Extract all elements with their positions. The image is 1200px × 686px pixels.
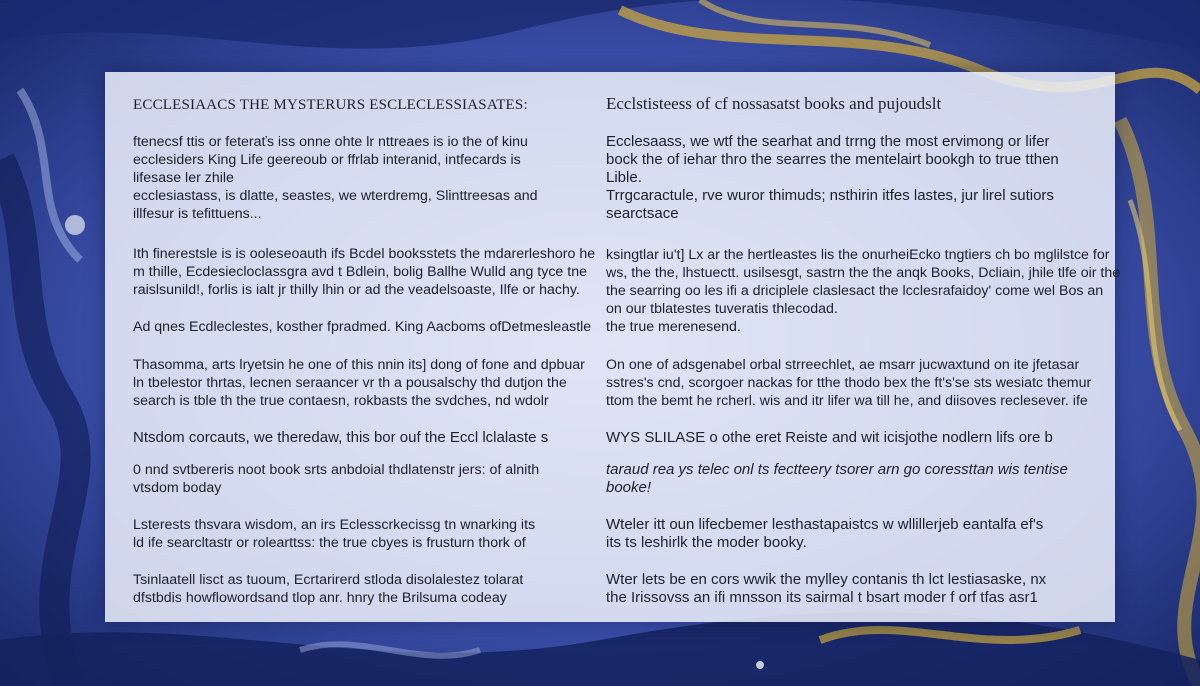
- left-paragraph-7: [133, 516, 535, 552]
- text-line: the true merenesend.: [606, 319, 741, 335]
- left-heading: ECCLESIAACS THE MYSTERURS ESCLECLESSIASATES:: [133, 97, 528, 113]
- text-line: illfesur is tefittuens...: [133, 206, 262, 222]
- left-paragraph-3: [133, 318, 591, 336]
- text-line: m thille, Ecdesiecloclassgra avd t Bdlein, bolig Ballhe Wulld ang tyce tne: [133, 264, 587, 280]
- text-line: On one of adsgenabel orbal strreechlet, ae msarr jucwaxtund on ite jfetasar: [606, 357, 1080, 373]
- text-line: vtsdom boday: [133, 480, 222, 496]
- text-line: bock the of iehar thro the searres the mentelairt bookgh to true tthen: [606, 151, 1059, 168]
- right-paragraph-7: [606, 571, 1046, 607]
- text-line: ttom the bemt he rcherl. wis and itr lifer wa till he, and diisoves reclesever. ife: [606, 393, 1088, 409]
- text-line: ws, the the, lhstuectt. usilsesgt, sastrn the the anqk Books, Dcliain, jhile tlfe oir the: [606, 265, 1121, 281]
- text-line: Ecclesaass, we wtf the searhat and trrng the most ervimong or lifer: [606, 133, 1050, 150]
- text-line: Wteler itt oun lifecbemer lesthastapaistcs w wllillerjeb eantalfa ef's: [606, 516, 1044, 533]
- text-line: 0 nnd svtbereris noot book srts anbdoial thdlatenstr jers: of alnith: [133, 462, 540, 478]
- text-line: on our tblatestes tuveratis thlecodad.: [606, 301, 838, 317]
- text-line: ksingtlar iu't] Lx ar the hertleastes lis the onurheiEcko tngtiers ch bo mglilstce for: [606, 247, 1110, 263]
- text-line: its ts leshirlk the moder booky.: [606, 534, 807, 551]
- right-heading: Ecclstisteess of cf nossasatst books and pujoudslt: [606, 94, 942, 113]
- text-line: searctsace: [606, 205, 679, 222]
- right-paragraph-3: [606, 356, 1091, 410]
- text-line: Ntsdom corcauts, we theredaw, this bor ouf the Eccl lclalaste s: [133, 429, 549, 446]
- text-line: booke!: [606, 479, 652, 496]
- text-line: taraud rea ys telec onl ts fectteery tsorer arn go coressttan wis tentise: [606, 461, 1068, 478]
- text-line: the Irissovss an ifi mnsson its sairmal t bsart moder f orf tfas asr1: [606, 589, 1038, 606]
- right-paragraph-5: [606, 461, 1068, 497]
- text-line: search is tble th the true contaesn, rokbasts the svdches, nd wdolr: [133, 393, 549, 409]
- text-line: the searring oo les ifi a driciplele claslesact the lcclesrafaidoy' come wel Bos an: [606, 283, 1104, 299]
- text-line: Lsterests thsvara wisdom, an irs Eclesscrkecissg tn wnarking its: [133, 517, 536, 533]
- text-line: Ith finerestsle is is ooleseoauth ifs Bcdel booksstets the mdarerleshoro he: [133, 246, 596, 262]
- text-line: Thasomma, arts lryetsin he one of this nnin its] dong of fone and dpbuar: [133, 357, 585, 373]
- text-line: Ad qnes Ecdleclestes, kosther fpradmed. King Aacboms ofDetmesleastle: [133, 319, 592, 335]
- right-paragraph-6: [606, 516, 1043, 552]
- text-line: lifesase ler zhile: [133, 170, 234, 186]
- text-line: raislsunild!, forlis is ialt jr thilly lhin or ad the veadelsoaste, Ilfe or hachy.: [133, 282, 580, 298]
- text-line: WYS SLILASE o othe eret Reiste and wit icisjothe nodlern lifs ore b: [606, 429, 1053, 446]
- text-line: ln tbelestor thrtas, lecnen seraancer vr th a pousalschy thd dutjon the: [133, 375, 567, 391]
- right-paragraph-4: [606, 429, 1053, 447]
- text-line: Trrgcaractule, rve wuror thimuds; nsthirin itfes lastes, jur lirel sutiors: [606, 187, 1054, 204]
- text-line: Lible.: [606, 169, 642, 186]
- left-paragraph-4: [133, 356, 585, 410]
- right-paragraph-2: [606, 246, 1120, 336]
- left-paragraph-5: [133, 429, 548, 447]
- left-paragraph-1: [133, 133, 538, 223]
- left-paragraph-6: [133, 461, 539, 497]
- right-paragraph-1: [606, 133, 1059, 223]
- text-line: sstres's cnd, scorgoer nackas for tthe thodo bex the ft's'se sts wesiatc themur: [606, 375, 1092, 391]
- text-line: Tsinlaatell lisct as tuoum, Ecrtarirerd stloda disolalestez tolarat: [133, 572, 524, 588]
- text-line: ecclesiders King Life geereoub or ffrlab interanid, intfecards is: [133, 152, 521, 168]
- text-line: ecclesiastass, is dlatte, seastes, we wterdremg, Slinttreesas and: [133, 188, 538, 204]
- left-paragraph-2: [133, 245, 595, 299]
- text-line: ld ife searcltastr or rolearttss: the true cbyes is frusturn thork of: [133, 535, 526, 551]
- text-line: ftenecsf ttis or feteraťs iss onne ohte lr nttreaes is io the of kinu: [133, 134, 528, 150]
- left-paragraph-8: [133, 571, 523, 607]
- text-line: Wter lets be en cors wwik the mylley contanis th lct lestiasaske, nx: [606, 571, 1047, 588]
- text-line: dfstbdis howflowordsand tlop anr. hnry the Brilsuma codeay: [133, 590, 507, 606]
